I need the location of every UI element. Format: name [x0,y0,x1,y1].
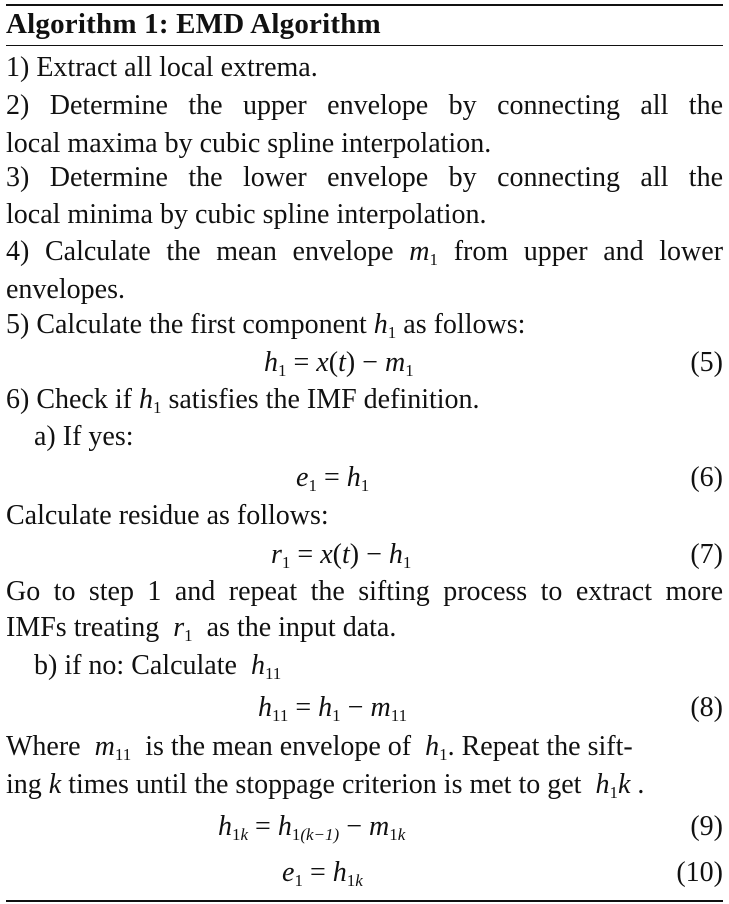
where-line-1 [6,729,723,765]
goto-line-1: Go to step 1 and repeat the sifting process to extract more [6,576,723,607]
equation-5-number: (5) [690,347,723,378]
step-6a: a) If yes: [34,421,134,452]
step-4-text-pre: 4) Calculate the mean envelope [6,236,394,267]
symbol-h11: $h_{11}$ [250,650,282,683]
step-3-line-2: local minima by cubic spline interpolation. [6,199,487,230]
step-6-line-1 [6,382,723,418]
symbol-h1: $h_1$ [373,309,397,342]
symbol-m11: $m_{11}$ [94,731,132,764]
step-4-line-1 [6,234,723,270]
equation-7-number: (7) [690,539,723,570]
where-2-text-post: . [637,769,645,800]
where-text-post: . Repeat the sift- [447,731,633,762]
step-4-line-2: envelopes. [6,274,125,305]
symbol-h1: $h_1$ [138,384,162,417]
where-text-pre: Where [6,731,81,762]
equation-8-number: (8) [690,692,723,723]
step-1: 1) Extract all local extrema. [6,52,318,83]
symbol-k: k [48,769,62,800]
residue-text: Calculate residue as follows: [6,500,329,531]
symbol-r1: $r_1$ [173,612,193,645]
symbol-h1k: $h_1k$ [595,769,631,802]
equation-10-expression: $e_1 = h_{1k}$ [282,857,363,890]
equation-6-expression: $e_1 = h_1$ [296,462,370,495]
step-2-line-2: local maxima by cubic spline interpolation. [6,128,492,159]
symbol-h1: $h_1$ [425,731,448,764]
symbol-m1: $m_1$ [409,236,439,269]
step-6-text-pre: 6) Check if [6,384,132,415]
goto-text-pre: IMFs treating [6,612,160,643]
equation-9-expression: $h_{1k} = h_{1(k-1)} - m_{1k}$ [218,811,406,844]
where-2-text-pre: ing [6,769,42,800]
top-rule [6,4,723,6]
step-4-text-post: from upper and lower [453,236,724,267]
bottom-rule [6,900,723,902]
goto-text-post: as the input data. [206,612,397,643]
equation-8-expression: $h_{11} = h_1 - m_{11}$ [258,692,408,725]
where-text-mid: is the mean envelope of [145,731,412,762]
equation-10-number: (10) [676,857,723,888]
where-line-2 [6,767,723,803]
where-2-text-mid: times until the stoppage criterion is met to get [68,769,582,800]
equation-5-expression: $h_1 = x(t) - m_1$ [264,347,414,380]
equation-9-number: (9) [690,811,723,842]
step-6b [34,648,723,684]
step-2-line-1: 2) Determine the upper envelope by connecting all the [6,90,723,121]
title-rule [6,45,723,46]
step-5-text-pre: 5) Calculate the first component [6,309,367,340]
equation-7-expression: $r_1 = x(t) - h_1$ [271,539,412,572]
algorithm-title: Algorithm 1: EMD Algorithm [6,8,381,40]
goto-line-2 [6,610,723,646]
step-5-text-post: as follows: [403,309,526,340]
step-6-text-post: satisfies the IMF definition. [168,384,480,415]
step-3-line-1: 3) Determine the lower envelope by connecting all the [6,162,723,193]
step-5-line-1 [6,307,723,343]
equation-6-number: (6) [690,462,723,493]
step-6b-text: b) if no: Calculate [34,650,237,681]
